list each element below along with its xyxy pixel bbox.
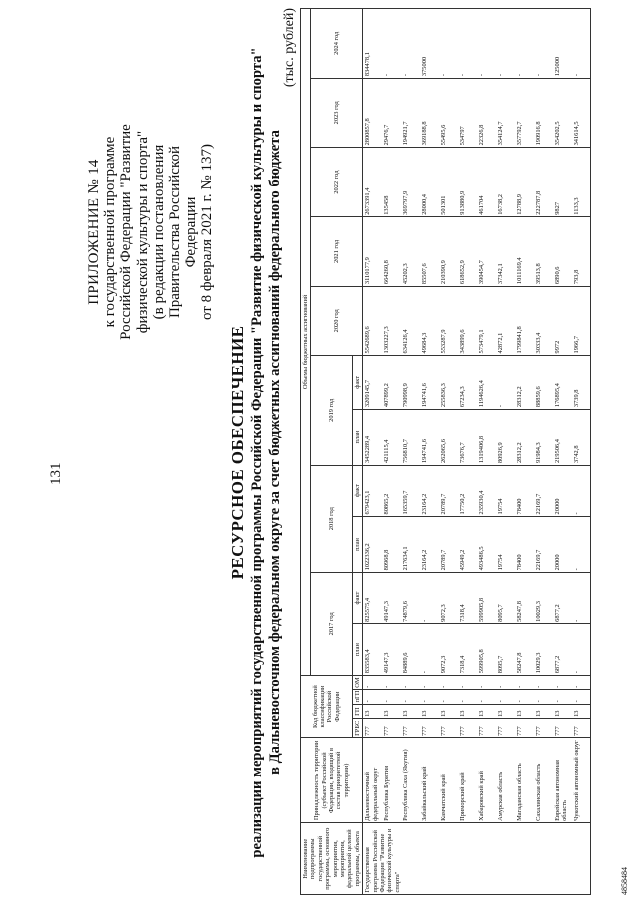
cell-f2019: 176895,4 [553,355,572,409]
header-2021: 2021 год [311,217,363,286]
table-row [534,9,553,895]
table-row [496,9,515,895]
cell-p2017: 9072,3 [439,624,458,675]
cell-p2019: 3742,8 [572,409,591,465]
cell-f2019: 28312,2 [515,355,534,409]
header-2022: 2022 год [311,147,363,216]
cell-p2018: 1022336,2 [363,516,382,572]
region-cell: Амурская область [496,738,515,823]
cell-y2022: 9827 [553,147,572,216]
cell-om: - [515,675,534,690]
cell-gp: 13 [439,704,458,719]
cell-y2024: - [572,9,591,79]
cell-p2018: 45949,2 [458,516,477,572]
appendix-line: к государственной программе [102,136,119,328]
cell-p2019: 262065,6 [439,409,458,465]
header-2024: 2024 год [311,9,363,79]
cell-y2021: 6890,6 [553,217,572,286]
cell-grbs: 777 [477,719,496,738]
cell-f2017: 58247,8 [515,572,534,623]
cell-f2017: 8095,7 [496,572,515,623]
cell-om: - [458,675,477,690]
cell-y2020: 9972 [553,286,572,355]
cell-grbs: 777 [401,719,420,738]
region-cell: Хабаровский край [477,738,496,823]
cell-p2019: 1319406,8 [477,409,496,465]
header-program: Наименование подпрограммы государственной программы, основного мероприятия, мероприятия, федеральной целевой программы, объекта [301,823,363,895]
cell-y2022: 222787,8 [534,147,553,216]
cell-y2020: 1799841,8 [515,286,534,355]
cell-p2018: 23164,2 [420,516,439,572]
cell-y2023: 357792,7 [515,78,534,147]
cell-y2020: 30333,4 [534,286,553,355]
cell-pgp: - [458,690,477,705]
cell-f2017: 10029,3 [534,572,553,623]
table-row [572,9,591,895]
cell-p2018: 20789,7 [439,516,458,572]
cell-p2019: 28312,2 [515,409,534,465]
cell-om: - [439,675,458,690]
cell-f2018: 78400 [515,465,534,516]
cell-y2024: 125000 [553,9,572,79]
cell-y2021: 3110177,9 [363,217,382,286]
cell-y2024: - [515,9,534,79]
cell-y2023: 2800857,8 [363,78,382,147]
cell-y2021: 37342,1 [496,217,515,286]
cell-f2018: - [572,465,591,516]
cell-pgp: - [572,690,591,705]
cell-grbs: 777 [439,719,458,738]
header-plan: план [352,409,362,465]
header-2018: 2018 год [311,465,352,572]
cell-p2018: 80968,8 [382,516,401,572]
cell-gp: 13 [572,704,591,719]
cell-p2019: 73676,7 [458,409,477,465]
cell-y2021: 39513,8 [534,217,553,286]
region-cell: Еврейская автономная область [553,738,572,823]
cell-pgp: - [439,690,458,705]
region-cell: Приморский край [458,738,477,823]
cell-y2024: 375000 [420,9,439,79]
cell-y2021: 664260,8 [382,217,401,286]
cell-grbs: 777 [534,719,553,738]
cell-p2018: 19754 [496,516,515,572]
cell-y2022: 12788,9 [515,147,534,216]
appendix-block [86,112,216,352]
cell-y2024: - [458,9,477,79]
cell-p2017: - [572,624,591,675]
cell-y2020: 634126,4 [401,286,420,355]
cell-p2017: - [420,624,439,675]
header-om: ОМ [352,675,362,690]
cell-f2018: 20789,7 [439,465,458,516]
cell-p2019: 3452289,4 [363,409,382,465]
region-cell: Магаданская область [515,738,534,823]
cell-p2017: 8095,7 [496,624,515,675]
cell-p2017: 7318,4 [458,624,477,675]
cell-y2023: 55495,6 [439,78,458,147]
appendix-line: Правительства Российской Федерации [167,145,200,319]
cell-y2021: 85507,6 [420,217,439,286]
cell-f2017: 6877,2 [553,572,572,623]
cell-gp: 13 [382,704,401,719]
cell-p2018: 22169,7 [534,516,553,572]
subtitle-line: в Дальневосточном федеральном округе за счет бюджетных ассигнований федерального бюджета [267,130,283,775]
cell-gp: 13 [401,704,420,719]
document-title: РЕСУРСНОЕ ОБЕСПЕЧЕНИЕ [228,325,247,580]
cell-y2023: 354202,5 [553,78,572,147]
header-plan: план [352,516,362,572]
cell-pgp: - [515,690,534,705]
cell-f2019: 1194626,4 [477,355,496,409]
header-plan: план [352,624,362,675]
cell-y2024: - [477,9,496,79]
cell-y2024: - [534,9,553,79]
table-row [401,9,420,895]
cell-y2021: 793,8 [572,217,591,286]
cell-pgp: - [401,690,420,705]
cell-p2018: 78400 [515,516,534,572]
cell-y2021: 1011169,4 [515,217,534,286]
cell-f2017: 825575,4 [363,572,382,623]
cell-p2017: 6877,2 [553,624,572,675]
cell-y2022: 913880,9 [458,147,477,216]
cell-grbs: 777 [420,719,439,738]
cell-om: - [420,675,439,690]
cell-p2018: 493486,5 [477,516,496,572]
cell-y2022: 461704 [477,147,496,216]
cell-y2020: 573479,1 [477,286,496,355]
header-volumes: Объемы бюджетных ассигнований [301,9,311,676]
cell-y2020: 49684,3 [420,286,439,355]
cell-f2017: - [420,572,439,623]
table-body [363,9,591,895]
cell-p2017: 58247,8 [515,624,534,675]
cell-p2017: 10029,3 [534,624,553,675]
cell-f2017: 49147,3 [382,572,401,623]
cell-f2019: 3739,8 [572,355,591,409]
cell-p2019: 219506,4 [553,409,572,465]
barcode-number: 4858484 [620,867,629,895]
region-cell: Республика Бурятия [382,738,401,823]
region-cell: Сахалинская область [534,738,553,823]
cell-y2020: 1303227,3 [382,286,401,355]
cell-om: - [477,675,496,690]
cell-grbs: 777 [496,719,515,738]
table-row [382,9,401,895]
cell-p2019: 756810,7 [401,409,420,465]
resource-table [300,8,591,895]
cell-pgp: - [363,690,382,705]
cell-f2018: 679423,1 [363,465,382,516]
cell-y2024: - [439,9,458,79]
page-number: 131 [48,462,64,485]
table-row [439,9,458,895]
cell-y2021: 45202,3 [401,217,420,286]
cell-y2020: 553287,9 [439,286,458,355]
cell-y2020: 343899,6 [458,286,477,355]
cell-gp: 13 [363,704,382,719]
cell-y2021: 390454,7 [477,217,496,286]
cell-p2018: - [572,516,591,572]
cell-grbs: 777 [515,719,534,738]
region-cell: Республика Саха (Якутия) [401,738,420,823]
cell-f2018: 17750,2 [458,465,477,516]
header-2017: 2017 год [311,572,352,675]
table-row [363,9,382,895]
header-2023: 2023 год [311,78,363,147]
cell-y2020: 5542689,6 [363,286,382,355]
cell-p2017: 599905,8 [477,624,496,675]
program-name-cell: Государственная программа Российской Федерации "Развитие физической культуры и спорта" [363,823,591,895]
table-row [477,9,496,895]
cell-pgp: - [553,690,572,705]
appendix-line: от 8 февраля 2021 г. № 137) [199,144,216,321]
cell-grbs: 777 [458,719,477,738]
cell-f2019: - [496,355,515,409]
cell-f2018: 22169,7 [534,465,553,516]
cell-om: - [572,675,591,690]
cell-om: - [534,675,553,690]
cell-gp: 13 [515,704,534,719]
cell-y2024: - [382,9,401,79]
cell-y2024: 834478,1 [363,9,382,79]
subtitle-line: реализации мероприятий государственной программы Российской Федерации "Развитие физической культуры и спорта" [249,47,265,858]
cell-f2017: 9072,3 [439,572,458,623]
cell-f2018: 19754 [496,465,515,516]
cell-y2020: 42872,1 [496,286,515,355]
cell-f2018: 235930,4 [477,465,496,516]
cell-y2024: - [496,9,515,79]
header-fact: факт [352,465,362,516]
cell-om: - [401,675,420,690]
cell-f2017: 599905,8 [477,572,496,623]
cell-p2017: 84889,6 [401,624,420,675]
region-cell: Камчатский край [439,738,458,823]
region-cell: Забайкальский край [420,738,439,823]
cell-y2023: 369188,8 [420,78,439,147]
cell-p2017: 49147,3 [382,624,401,675]
cell-f2019: 3209145,7 [363,355,382,409]
table-row [458,9,477,895]
cell-pgp: - [534,690,553,705]
cell-p2018: 217634,1 [401,516,420,572]
header-fact: факт [352,572,362,623]
cell-f2018: 23164,2 [420,465,439,516]
cell-y2023: 534797 [458,78,477,147]
cell-grbs: 777 [363,719,382,738]
cell-f2019: 407899,2 [382,355,401,409]
header-2019: 2019 год [311,355,352,465]
appendix-line: (в редакции постановления [150,144,167,320]
cell-grbs: 777 [572,719,591,738]
appendix-line: ПРИЛОЖЕНИЕ № 14 [86,159,102,305]
cell-f2019: 194741,6 [420,355,439,409]
cell-pgp: - [420,690,439,705]
unit-label: (тыс. рублей) [282,8,297,88]
header-fact: факт [352,355,362,409]
header-budget-code: Код бюджетной классификации Российской Федерации [301,675,353,738]
cell-pgp: - [496,690,515,705]
cell-gp: 13 [553,704,572,719]
table-row [553,9,572,895]
cell-p2019: 194741,6 [420,409,439,465]
header-pgp: пГП [353,690,361,703]
cell-y2024: - [401,9,420,79]
table-row [515,9,534,895]
cell-y2021: 210390,9 [439,217,458,286]
cell-y2022: 501301 [439,147,458,216]
cell-grbs: 777 [553,719,572,738]
cell-y2023: 22326,8 [477,78,496,147]
document-subtitle [248,0,284,905]
header-gp: ГП [352,704,362,719]
cell-y2022: 16738,2 [496,147,515,216]
cell-y2023: 190916,8 [534,78,553,147]
cell-f2018: 165359,7 [401,465,420,516]
cell-y2023: 341614,5 [572,78,591,147]
cell-y2023: 29476,7 [382,78,401,147]
cell-grbs: 777 [382,719,401,738]
cell-p2018: 20000 [553,516,572,572]
header-territory: Принадлежность территории (субъект Российской Федерации, входящий в состав приоритетной территории) [301,738,363,823]
region-cell: Дальневосточный федеральный округ [363,738,382,823]
region-cell: Чукотский автономный округ [572,738,591,823]
cell-p2019: 80926,9 [496,409,515,465]
cell-gp: 13 [477,704,496,719]
header-2020: 2020 год [311,286,363,355]
cell-f2018: 80865,2 [382,465,401,516]
appendix-line: Российской Федерации "Развитие [118,124,135,340]
cell-om: - [382,675,401,690]
cell-f2019: 67234,3 [458,355,477,409]
cell-y2022: 28000,4 [420,147,439,216]
cell-y2022: 2673391,4 [363,147,382,216]
cell-f2019: 790998,9 [401,355,420,409]
cell-f2018: 20000 [553,465,572,516]
cell-p2019: 421115,4 [382,409,401,465]
appendix-line: физической культуры и спорта" [134,130,151,334]
cell-y2022: 369797,9 [401,147,420,216]
cell-gp: 13 [458,704,477,719]
cell-om: - [496,675,515,690]
cell-om: - [553,675,572,690]
cell-y2022: 1133,3 [572,147,591,216]
cell-gp: 13 [534,704,553,719]
cell-y2020: 1966,7 [572,286,591,355]
cell-f2017: 7318,4 [458,572,477,623]
cell-p2019: 91984,3 [534,409,553,465]
cell-f2019: 255836,3 [439,355,458,409]
cell-y2022: 135458 [382,147,401,216]
cell-pgp: - [477,690,496,705]
cell-om: - [363,675,382,690]
cell-gp: 13 [496,704,515,719]
cell-y2021: 618652,9 [458,217,477,286]
cell-p2017: 835583,4 [363,624,382,675]
header-grbs: ГРБС [353,720,361,736]
cell-pgp: - [382,690,401,705]
cell-f2017: - [572,572,591,623]
cell-f2017: 74879,6 [401,572,420,623]
cell-f2019: 88859,6 [534,355,553,409]
cell-gp: 13 [420,704,439,719]
table-row [420,9,439,895]
cell-y2023: 354124,7 [496,78,515,147]
cell-y2023: 194921,7 [401,78,420,147]
